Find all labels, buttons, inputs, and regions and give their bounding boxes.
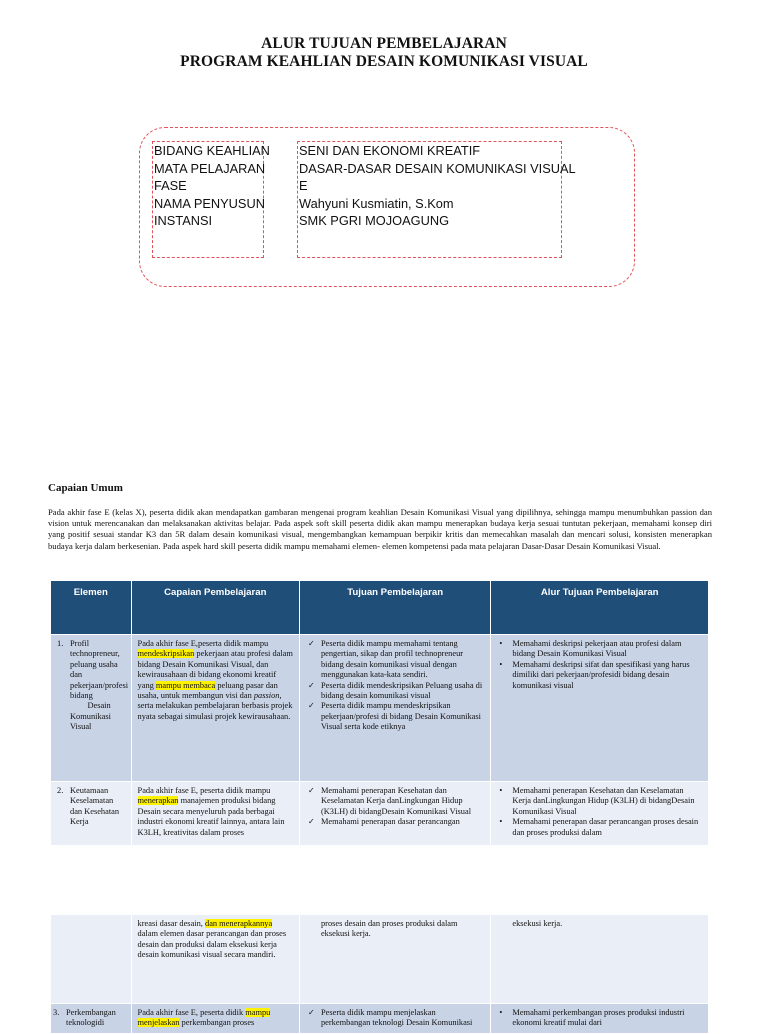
cp-text: Pada akhir fase E,peserta didik mampu <box>137 639 269 648</box>
list-item: ✓ Peserta didik mampu mendeskripsikan pekerjaan/profesi di bidang Desain Komunikasi Visual serta kode etiknya <box>306 701 484 732</box>
list-item: ✓ Peserta didik mendeskripsikan Peluang usaha di bidang desain komunikasi visual <box>306 681 484 702</box>
alur-cell <box>491 1004 709 1034</box>
label-bidang: BIDANG KEAHLIAN <box>154 143 270 158</box>
highlight-mark: mendeskripsikan <box>137 649 195 659</box>
list-item: ✓ Peserta didik mampu memahami tentang pengertian, sikap dan profil technopreneur bidang desain komunikasi visual dengan menggunakan kata-kata sendiri. <box>306 639 484 681</box>
highlight-mark: mampu <box>245 1008 271 1017</box>
elemen-cell <box>51 782 132 846</box>
cp-text: kreasi dasar desain, <box>137 919 205 928</box>
alur-cell <box>491 782 709 846</box>
list-item: • Memahami penerapan Kesehatan dan Keselamatan Kerja danLingkungan Hidup (K3LH) di bidangDesain Komunikasi Visual <box>497 786 702 817</box>
elemen-cell <box>51 635 132 782</box>
cp-text: dalam elemen dasar perancangan dan proses desain dan produksi dalam eksekusi kerja desain komunikasi visual secara mandiri. <box>137 929 287 960</box>
elemen-cell <box>51 915 132 1004</box>
header-tujuan: Tujuan Pembelajaran <box>299 581 490 635</box>
elemen-cell <box>51 1004 132 1034</box>
value-instansi: SMK PGRI MOJOAGUNG <box>299 213 450 229</box>
value-bidang: SENI DAN EKONOMI KREATIF <box>299 143 481 158</box>
cp-italic: passion <box>253 691 280 701</box>
tujuan-cell <box>299 782 490 846</box>
capaian-cell <box>131 1004 299 1034</box>
list-item: • Memahami perkembangan proses produksi industri ekonomi kreatif mulai dari <box>497 1008 702 1029</box>
highlight-mark: mampu membaca <box>155 680 216 690</box>
capaian-umum-text: Pada akhir fase E (kelas X), peserta didik akan mendapatkan gambaran mengenai program keahlian Desain Komunikasi Visual yang dipilihnya, sehingga mampu menumbuhkan passion dan vision untuk merencanakan dan melaksanakan aktivitas belajar. Pada aspek soft skill peserta didik akan mampu menerapkan budaya kerja sesuai tuntutan pekerjaan, memahami konsep diri yang positif sesuai standar K3 dan 5R dalam desain komunikasi visual, mengembangkan kemampuan berpikir kritis dan memecahkan masalah dan mencari solusi, konsisten menerapkan budaya kerja dalam berkesenian. Pada aspek hard skill peserta didik mampu memahami elemen- elemen kompetensi pada mata pelajaran Dasar-Dasar Desain Komunikasi Visual. <box>48 507 712 551</box>
identity-labels <box>152 141 270 258</box>
elemen-text-indent: Desain <box>87 701 111 711</box>
table-row <box>51 915 709 1004</box>
tujuan-cell <box>299 915 490 1004</box>
table-header-row <box>51 581 709 635</box>
cp-text: pekerjaan atau profesi dalam bidang Desain Komunikasi Visual, dan kewirausahaan di bidang ekonomi kreatif yang <box>137 649 293 690</box>
atp-table <box>50 580 709 846</box>
value-fase: E <box>299 178 308 194</box>
capaian-umum-heading: Capaian Umum <box>48 482 123 494</box>
capaian-cell: Pada akhir fase E, peserta didik mampu menerapkan manajemen produksi bidang Desain secara menyeluruh pada berbagai industri ekonomi kreatif lainnya, antara lain K3LH, kreativitas dalam proses <box>131 782 299 846</box>
elemen-text: Keutamaan Keselamatan dan Kesehatan Kerja <box>70 786 120 827</box>
list-item: • Memahami penerapan dasar perancangan proses desain dan proses produksi dalam <box>497 817 702 838</box>
list-item: ✓ Peserta didik mampu menjelaskan perkembangan teknologi Desain Komunikasi <box>306 1008 484 1029</box>
row-number: 1. <box>57 639 64 648</box>
list-item: • Memahami deskripsi sifat dan spesifikasi yang harus dimiliki dari pekerjaan/profesidi bidang desain komunikasi visual <box>497 660 702 691</box>
document-subtitle: PROGRAM KEAHLIAN DESAIN KOMUNIKASI VISUAL <box>180 53 588 70</box>
header-capaian: Capaian Pembelajaran <box>131 581 299 635</box>
list-item: • Memahami deskripsi pekerjaan atau profesi dalam bidang Desain Komunikasi Visual <box>497 639 702 660</box>
alur-cell <box>491 635 709 782</box>
tp-text: proses desain dan proses produksi dalam eksekusi kerja. <box>320 919 458 939</box>
alur-cell <box>491 915 709 1004</box>
table-row <box>51 782 709 846</box>
atp-text: eksekusi kerja. <box>512 919 563 928</box>
cp-text: , serta melakukan pembelajaran berbasis projek nyata sebagai simulasi projek kewirausahaan. <box>137 691 293 721</box>
value-mapel: DASAR-DASAR DESAIN KOMUNIKASI VISUAL <box>299 160 576 176</box>
capaian-cell <box>131 915 299 1004</box>
list-item: ✓ Memahami penerapan Kesehatan dan Keselamatan Kerja danLingkungan Hidup (K3LH) di bidangDesain Komunikasi Visual <box>306 786 484 817</box>
identity-values <box>297 141 576 258</box>
row-number: 3. <box>53 1008 60 1017</box>
list-item: ✓ Memahami penerapan dasar perancangan <box>306 817 484 827</box>
table-row <box>51 635 709 782</box>
highlight-mark: menerapkan <box>137 796 179 806</box>
row-number: 2. <box>57 786 64 795</box>
header-elemen: Elemen <box>51 581 132 635</box>
atp-table-continued <box>50 914 709 1034</box>
table-row <box>51 1004 709 1034</box>
label-instansi: INSTANSI <box>154 213 213 229</box>
label-mapel: MATA PELAJARAN <box>154 160 266 176</box>
header-alur: Alur Tujuan Pembelajaran <box>491 581 709 635</box>
tujuan-cell <box>299 635 490 782</box>
value-penyusun: Wahyuni Kusmiatin, S.Kom <box>299 195 454 211</box>
cp-text: Pada akhir fase E, peserta didik <box>137 1008 246 1017</box>
capaian-cell <box>131 635 299 782</box>
elemen-text-end: Komunikasi Visual <box>70 711 111 732</box>
highlight-mark: menjelaskan <box>137 1018 180 1028</box>
label-penyusun: NAMA PENYUSUN <box>154 195 265 211</box>
highlight-mark: dan menerapkannya <box>205 919 273 928</box>
elemen-text: Perkembangan teknologidi <box>66 1008 116 1028</box>
elemen-text: Profil technopreneur, peluang usaha dan pekerjaan/profesi bidang <box>70 639 129 701</box>
label-fase: FASE <box>154 178 187 194</box>
document-title: ALUR TUJUAN PEMBELAJARAN <box>261 35 507 52</box>
cp-text: perkembangan proses <box>179 1018 255 1028</box>
cp-text: peluang pasar dan usaha, untuk membangun visi dan <box>137 680 278 701</box>
tujuan-cell <box>299 1004 490 1034</box>
